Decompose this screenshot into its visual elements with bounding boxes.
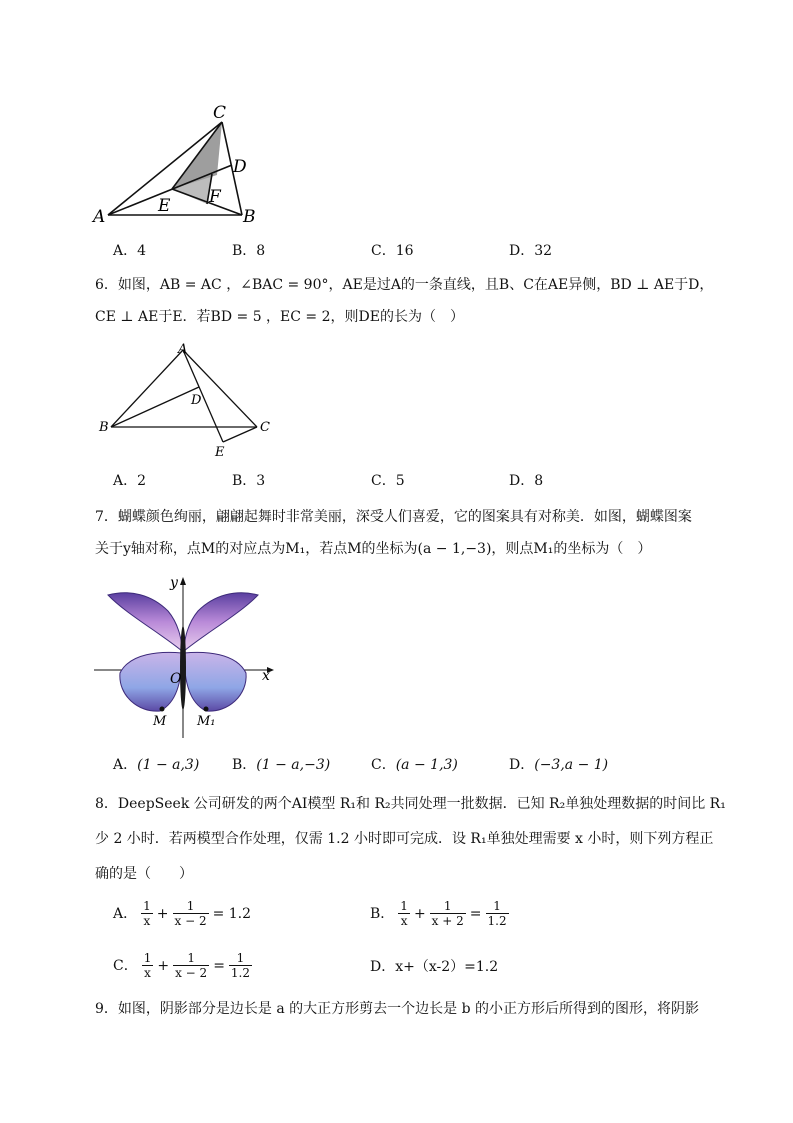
denominator: x − 2 (174, 914, 207, 928)
q7-option-d[interactable] (509, 755, 608, 775)
q8-option-c[interactable] (113, 951, 254, 980)
q7-label-M1: M₁ (197, 714, 216, 729)
option-letter: B． (370, 905, 395, 922)
q8-option-b[interactable] (370, 899, 511, 928)
option-letter: A． (113, 473, 138, 489)
q6-label-E: E (215, 445, 225, 460)
numerator: 1 (430, 899, 466, 914)
option-text: x+（x-2）=1.2 (395, 959, 499, 975)
q6-option-a[interactable] (113, 471, 146, 491)
q7-butterfly-figure (90, 573, 280, 738)
option-letter: A． (113, 243, 138, 259)
q5-label-B: B (243, 207, 256, 227)
q7-stem-line-2: 关于y轴对称，点M的对应点为M₁，若点M的坐标为(a − 1,−3)，则点M₁的坐标为（ ） (95, 541, 652, 557)
q5-label-A: A (93, 207, 106, 227)
right-upper-wing (184, 593, 258, 651)
left-upper-wing (108, 593, 182, 651)
denominator: x − 2 (175, 966, 208, 980)
q6-label-C: C (260, 420, 270, 435)
option-text: 8 (534, 473, 544, 489)
q6-label-D: D (191, 393, 202, 408)
q6-stem-line-2: CE ⊥ AE于E．若BD = 5 ，EC = 2，则DE的长为（ ） (95, 309, 464, 325)
option-text: 16 (395, 243, 414, 259)
q7-option-c[interactable] (371, 755, 458, 775)
q7-stem-line-1: 7．蝴蝶颜色绚丽，翩翩起舞时非常美丽，深受人们喜爱，它的图案具有对称美．如图，蝴蝶图案 (95, 509, 692, 525)
q8-stem-line-2: 少 2 小时．若两模型合作处理，仅需 1.2 小时即可完成．设 R₁单独处理需要 x 小时，则下列方程正 (95, 831, 714, 847)
q5-option-a[interactable] (113, 241, 146, 261)
butterfly-body (180, 626, 186, 710)
denominator: x (400, 914, 408, 928)
numerator: 1 (229, 951, 252, 966)
q8-stem-line-3: 确的是（ ） (95, 866, 193, 882)
denominator: 1.2 (230, 966, 251, 980)
option-letter: A． (113, 905, 138, 922)
option-text: 5 (395, 473, 405, 489)
option-letter: B． (232, 473, 257, 489)
q5-option-c[interactable] (371, 241, 414, 261)
option-text: (a − 1,3) (395, 757, 458, 773)
q5-triangle-figure (90, 100, 270, 228)
option-text: 2 (137, 473, 147, 489)
option-letter: A． (113, 757, 138, 773)
q5-option-b[interactable] (232, 241, 265, 261)
q6-stem-line-1: 6．如图，AB = AC ，∠BAC = 90°，AE是过A的一条直线，且B、C在AE异侧，BD ⊥ AE于D， (95, 277, 714, 293)
denominator: x + 2 (431, 914, 464, 928)
q7-option-b[interactable] (232, 755, 330, 775)
option-letter: C． (371, 473, 396, 489)
operator: + (156, 905, 169, 922)
numerator: 1 (400, 899, 408, 913)
fraction (486, 899, 509, 928)
q7-option-a[interactable] (113, 755, 199, 775)
fraction (142, 951, 154, 980)
option-letter: D． (509, 243, 535, 259)
option-letter: D． (509, 757, 535, 773)
q6-option-b[interactable] (232, 471, 265, 491)
q8-option-a[interactable] (113, 899, 251, 928)
equals-sign: = (469, 905, 482, 922)
option-letter: D． (509, 473, 535, 489)
fraction (430, 899, 466, 928)
equals-sign: = (213, 957, 225, 974)
q6-label-A: A (178, 342, 188, 357)
fraction (229, 951, 252, 980)
numerator: 1 (143, 899, 151, 913)
operator: + (413, 905, 426, 922)
option-letter: B． (232, 757, 257, 773)
point-M1 (204, 707, 209, 712)
fraction (173, 899, 209, 928)
q7-label-y: y (170, 575, 178, 591)
q7-label-O: O (170, 671, 182, 687)
numerator: 1 (486, 899, 509, 914)
point-M (160, 707, 165, 712)
operator: + (157, 957, 170, 974)
q7-label-x: x (262, 668, 270, 684)
q6-option-c[interactable] (371, 471, 405, 491)
right-lower-wing (184, 652, 246, 711)
q6-label-B: B (99, 420, 109, 435)
q5-label-E: E (158, 196, 171, 216)
q8-stem-line-1: 8．DeepSeek 公司研发的两个AI模型 R₁和 R₂共同处理一批数据．已知 R₂单独处理数据的时间比 R₁ (95, 796, 726, 812)
option-letter: D． (370, 959, 396, 975)
option-text: (−3,a − 1) (534, 757, 609, 773)
q5-label-F: F (209, 187, 221, 207)
fraction (173, 951, 209, 980)
q7-label-M: M (153, 714, 167, 729)
q8-option-d[interactable] (370, 957, 498, 977)
denominator: 1.2 (487, 914, 507, 928)
q5-label-C: C (213, 103, 227, 123)
option-letter: C． (371, 757, 396, 773)
option-text: (1 − a,−3) (256, 757, 331, 773)
denominator: x (144, 966, 151, 980)
rhs: = 1.2 (212, 905, 252, 922)
q5-option-d[interactable] (509, 241, 552, 261)
q5-label-D: D (233, 157, 247, 177)
option-letter: C． (371, 243, 396, 259)
fraction (141, 899, 153, 928)
option-text: 3 (256, 473, 266, 489)
numerator: 1 (173, 951, 209, 966)
numerator: 1 (173, 899, 209, 914)
denominator: x (143, 914, 151, 928)
q6-triangle-figure (95, 338, 280, 463)
option-text: 4 (137, 243, 147, 259)
option-text: 8 (256, 243, 266, 259)
fraction (398, 899, 410, 928)
option-text: 32 (534, 243, 553, 259)
option-letter: B． (232, 243, 257, 259)
numerator: 1 (143, 951, 152, 965)
q6-option-d[interactable] (509, 471, 543, 491)
option-text: (1 − a,3) (137, 757, 200, 773)
q9-stem-line-1: 9．如图，阴影部分是边长是 a 的大正方形剪去一个边长是 b 的小正方形后所得到的图形，将阴影 (95, 1001, 700, 1017)
option-letter: C． (113, 957, 138, 974)
